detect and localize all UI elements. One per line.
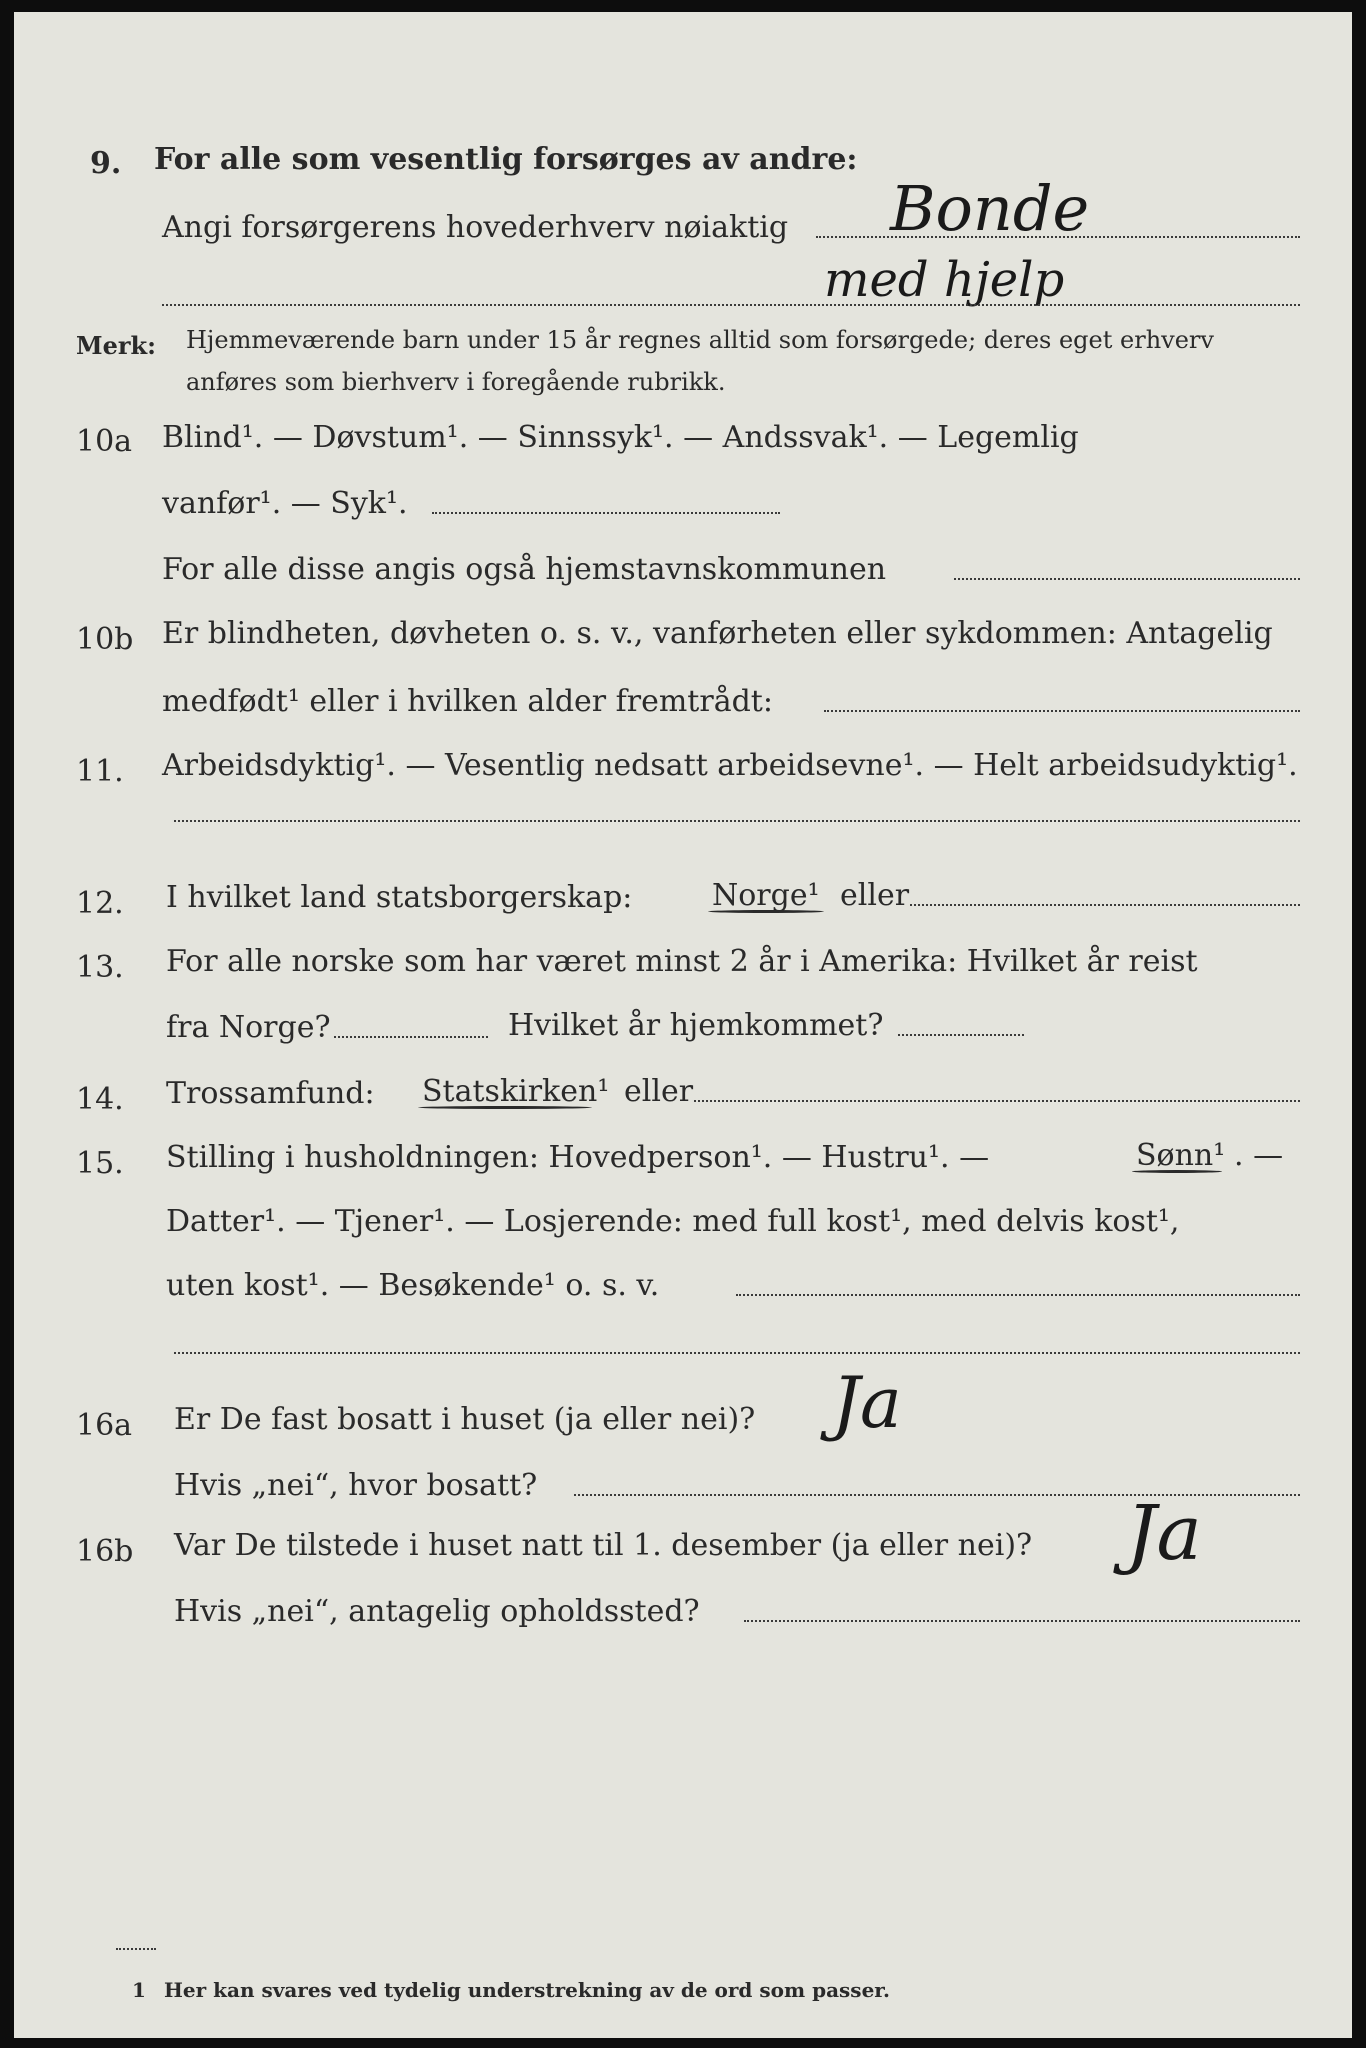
q16a-line2: Hvis „nei“, hvor bosatt? (174, 1468, 538, 1503)
q10b-line2: medfødt¹ eller i hvilken alder fremtrådt: (162, 684, 773, 719)
q15-line2: Datter¹. — Tjener¹. — Losjerende: med full kost¹, med delvis kost¹, (166, 1204, 1180, 1239)
q12-line1c: eller (840, 878, 910, 913)
q14-answer-line (694, 1100, 1300, 1102)
q15-sonn-option: Sønn¹ (1136, 1138, 1226, 1173)
q14-statskirken-underline (418, 1106, 592, 1109)
q10a-line1: Blind¹. — Døvstum¹. — Sinnssyk¹. — Andssvak¹. — Legemlig (162, 420, 1079, 455)
footnote-text: Her kan svares ved tydelig understrekning av de ord som passer. (164, 1978, 890, 2002)
q10a-line2: vanfør¹. — Syk¹. (162, 486, 408, 521)
q10a-number: 10a (76, 424, 133, 459)
q15-sonn-underline (1132, 1170, 1222, 1173)
q10b-line1: Er blindheten, døvheten o. s. v., vanførheten eller sykdommen: Antagelig (162, 616, 1273, 651)
q9-line2: Angi forsørgerens hovederhverv nøiaktig (162, 210, 789, 245)
q12-number: 12. (76, 886, 124, 921)
merk-line2: anføres som bierhverv i foregående rubrikk. (186, 368, 726, 396)
q15-line1c: . — (1234, 1138, 1284, 1173)
form-page (14, 12, 1352, 2038)
q10a-line3: For alle disse angis også hjemstavnskommunen (162, 552, 887, 587)
q14-line1c: eller (624, 1074, 694, 1109)
q16b-handwritten-answer: Ja (1126, 1488, 1202, 1577)
q12-line1a: I hvilket land statsborgerskap: (166, 880, 633, 915)
q9-line1: For alle som vesentlig forsørges av andre: (154, 142, 858, 177)
q11-answer-line (174, 820, 1300, 822)
q15-answer-line (736, 1294, 1300, 1296)
q12-answer-line (910, 904, 1300, 906)
q16a-line1: Er De fast bosatt i huset (ja eller nei)? (174, 1402, 756, 1437)
q13-number: 13. (76, 950, 124, 985)
q13-line2b: Hvilket år hjemkommet? (508, 1008, 884, 1043)
q16b-number: 16b (76, 1534, 134, 1569)
q12-norge-underline (708, 910, 824, 913)
q9-handwritten-answer2: med hjelp (824, 252, 1065, 308)
q15-extra-line (174, 1352, 1300, 1354)
q10b-number: 10b (76, 622, 134, 657)
q15-line3: uten kost¹. — Besøkende¹ o. s. v. (166, 1268, 660, 1303)
q9-number: 9. (90, 146, 122, 181)
q14-statskirken-option: Statskirken¹ (422, 1074, 610, 1109)
q10b-answer-line (824, 710, 1300, 712)
q14-number: 14. (76, 1082, 124, 1117)
merk-line1: Hjemmeværende barn under 15 år regnes alltid som forsørgede; deres eget erhverv (186, 326, 1214, 354)
q9-handwritten-answer1: Bonde (890, 172, 1090, 245)
q9-answer-line2 (162, 304, 1300, 306)
q11-line1: Arbeidsdyktig¹. — Vesentlig nedsatt arbeidsevne¹. — Helt arbeidsudyktig¹. (162, 748, 1298, 783)
q15-line1a: Stilling i husholdningen: Hovedperson¹. — Hustru¹. — (166, 1140, 990, 1175)
q15-number: 15. (76, 1146, 124, 1181)
footnote-mark: 1 (132, 1978, 146, 2002)
q14-line1a: Trossamfund: (166, 1076, 375, 1111)
merk-label: Merk: (76, 331, 156, 360)
q10a-hjemstavn-line (954, 578, 1300, 580)
q16b-line2: Hvis „nei“, antagelig opholdssted? (174, 1594, 700, 1629)
q13-reist-line (334, 1036, 488, 1038)
q13-line2a: fra Norge? (166, 1010, 331, 1045)
q16a-handwritten-answer: Ja (832, 1362, 902, 1444)
q12-norge-option: Norge¹ (712, 878, 820, 913)
footnote-rule (116, 1948, 156, 1950)
q16a-number: 16a (76, 1408, 133, 1443)
q11-number: 11. (76, 754, 124, 789)
q13-hjemkommet-line (898, 1034, 1024, 1036)
q13-line1: For alle norske som har været minst 2 år i Amerika: Hvilket år reist (166, 944, 1198, 979)
q16b-answer-line (744, 1620, 1300, 1622)
q10a-answer-line (432, 512, 780, 514)
q16b-line1: Var De tilstede i huset natt til 1. desember (ja eller nei)? (174, 1528, 1033, 1563)
